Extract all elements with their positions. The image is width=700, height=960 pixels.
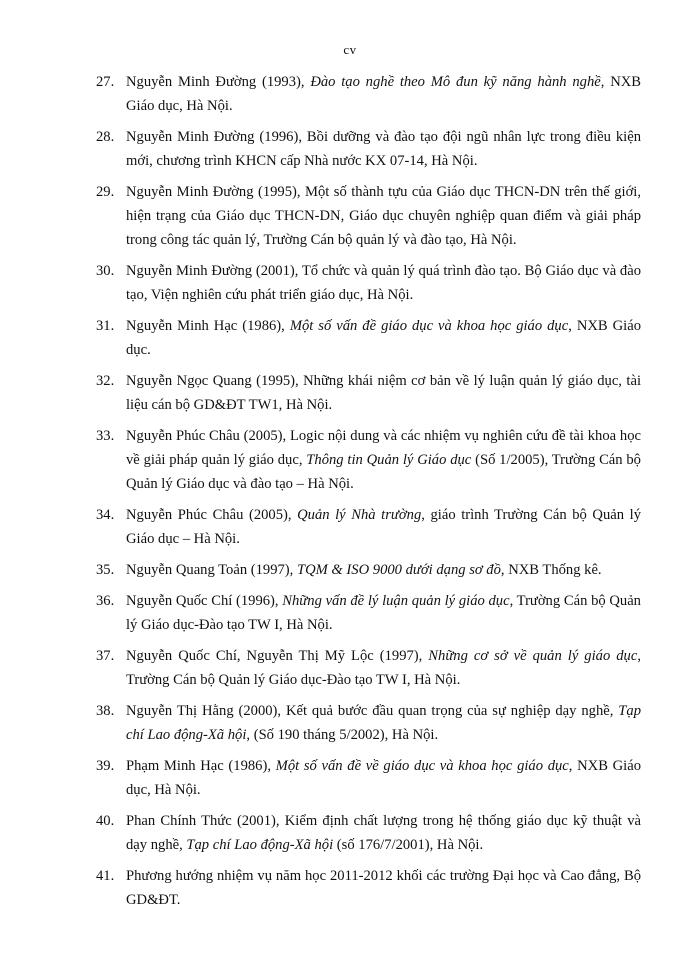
reference-number: 37.: [96, 648, 115, 664]
reference-text: Nguyễn Minh Đường (1993),: [126, 74, 311, 90]
reference-text-tail: , NXB Thống kê.: [500, 562, 602, 578]
reference-text: Nguyễn Phúc Châu (2005), Logic nội dung và các nhiệm vụ nghiên cứu đề tài khoa học về giải pháp quản lý giáo dục,: [126, 428, 641, 468]
reference-item: [96, 864, 641, 912]
reference-text-tail: , giáo trình Trường Cán bộ Quản lý Giáo dục – Hà Nội.: [126, 507, 641, 547]
reference-number: 28.: [96, 129, 115, 145]
reference-text: Nguyễn Minh Đường (1995), Một số thành tựu của Giáo dục THCN-DN trên thế giới, hiện trạng của Giáo dục THCN-DN, Giáo dục chuyên nghiệp quan điểm và giải pháp trong công tác quản lý, Trường Cán bộ quản lý và đào tạo, Hà Nội.: [126, 184, 641, 248]
reference-number: 39.: [96, 758, 115, 774]
reference-title: Những cơ sở về quản lý giáo dục: [428, 648, 638, 664]
reference-title: Một số vấn đề về giáo dục và khoa học giáo dục: [275, 758, 569, 774]
reference-item: [96, 809, 641, 857]
reference-title: Một số vấn đề giáo dục và khoa học giáo dục: [289, 318, 569, 334]
reference-item: [96, 180, 641, 252]
reference-text-tail: , Trường Cán bộ Quản lý Giáo dục-Đào tạo TW I, Hà Nội.: [126, 593, 641, 633]
reference-text-tail: , NXB Giáo dục, Hà Nội.: [126, 758, 641, 798]
reference-item: [96, 369, 641, 417]
reference-item: [96, 754, 641, 802]
reference-item: [96, 558, 641, 582]
reference-text-tail: , NXB Giáo dục.: [126, 318, 641, 358]
reference-text-tail: , NXB Giáo dục, Hà Nội.: [126, 74, 642, 114]
reference-text: Nguyễn Minh Đường (2001), Tổ chức và quản lý quá trình đào tạo. Bộ Giáo dục và đào tạo, Viện nghiên cứu phát triển giáo dục, Hà Nội.: [126, 263, 641, 303]
reference-text: Nguyễn Minh Hạc (1986),: [126, 318, 290, 334]
reference-text: Phạm Minh Hạc (1986),: [126, 758, 276, 774]
reference-item: [96, 70, 641, 118]
reference-item: [96, 699, 641, 747]
reference-number: 33.: [96, 428, 115, 444]
reference-number: 31.: [96, 318, 115, 334]
reference-title: Tạp chí Lao động-Xã hội: [126, 703, 641, 743]
reference-text: Phan Chính Thức (2001), Kiểm định chất lượng trong hệ thống giáo dục kỹ thuật và dạy nghề,: [126, 813, 641, 853]
reference-title: Quản lý Nhà trường: [297, 507, 422, 523]
reference-title: TQM & ISO 9000 dưới dạng sơ đồ: [296, 562, 501, 578]
reference-title: Tạp chí Lao động-Xã hội: [186, 837, 334, 853]
reference-item: [96, 424, 641, 496]
reference-number: 36.: [96, 593, 115, 609]
reference-number: 40.: [96, 813, 115, 829]
reference-item: [96, 644, 641, 692]
reference-text: Nguyễn Phúc Châu (2005),: [126, 507, 298, 523]
reference-title: Thông tin Quản lý Giáo dục: [306, 452, 472, 468]
reference-number: 34.: [96, 507, 115, 523]
reference-number: 27.: [96, 74, 115, 90]
reference-text: Nguyễn Quang Toản (1997),: [126, 562, 297, 578]
reference-text-tail: (Số 1/2005), Trường Cán bộ Quản lý Giáo dục và đào tạo – Hà Nội.: [126, 452, 641, 492]
reference-item: [96, 314, 641, 362]
reference-number: 38.: [96, 703, 115, 719]
reference-list: [96, 70, 641, 919]
reference-text: Nguyễn Ngọc Quang (1995), Những khái niệm cơ bản về lý luận quản lý giáo dục, tài liệu cán bộ GD&ĐT TW1, Hà Nội.: [126, 373, 641, 413]
reference-text: Nguyễn Quốc Chí, Nguyễn Thị Mỹ Lộc (1997),: [126, 648, 429, 664]
reference-text-tail: (số 176/7/2001), Hà Nội.: [333, 837, 484, 853]
reference-number: 35.: [96, 562, 115, 578]
reference-number: 32.: [96, 373, 115, 389]
reference-number: 30.: [96, 263, 115, 279]
reference-text: Nguyễn Quốc Chí (1996),: [126, 593, 283, 609]
reference-number: 41.: [96, 868, 115, 884]
reference-text: Phương hướng nhiệm vụ năm học 2011-2012 khối các trường Đại học và Cao đẳng, Bộ GD&ĐT.: [126, 868, 641, 908]
reference-item: [96, 125, 641, 173]
reference-title: Những vấn đề lý luận quản lý giáo dục: [282, 593, 510, 609]
reference-item: [96, 589, 641, 637]
reference-text-tail: , Trường Cán bộ Quản lý Giáo dục-Đào tạo TW I, Hà Nội.: [126, 648, 641, 688]
reference-item: [96, 259, 641, 307]
reference-text: Nguyễn Minh Đường (1996), Bồi dưỡng và đào tạo đội ngũ nhân lực trong điều kiện mới, chương trình KHCN cấp Nhà nước KX 07-14, Hà Nội.: [126, 129, 641, 169]
reference-item: [96, 503, 641, 551]
reference-text: Nguyễn Thị Hằng (2000), Kết quả bước đầu quan trọng của sự nghiệp dạy nghề,: [126, 703, 619, 719]
reference-title: Đào tạo nghề theo Mô đun kỹ năng hành nghề: [310, 74, 601, 90]
reference-number: 29.: [96, 184, 115, 200]
reference-text-tail: , (Số 190 tháng 5/2002), Hà Nội.: [246, 727, 439, 743]
page-number: cv: [343, 42, 357, 57]
